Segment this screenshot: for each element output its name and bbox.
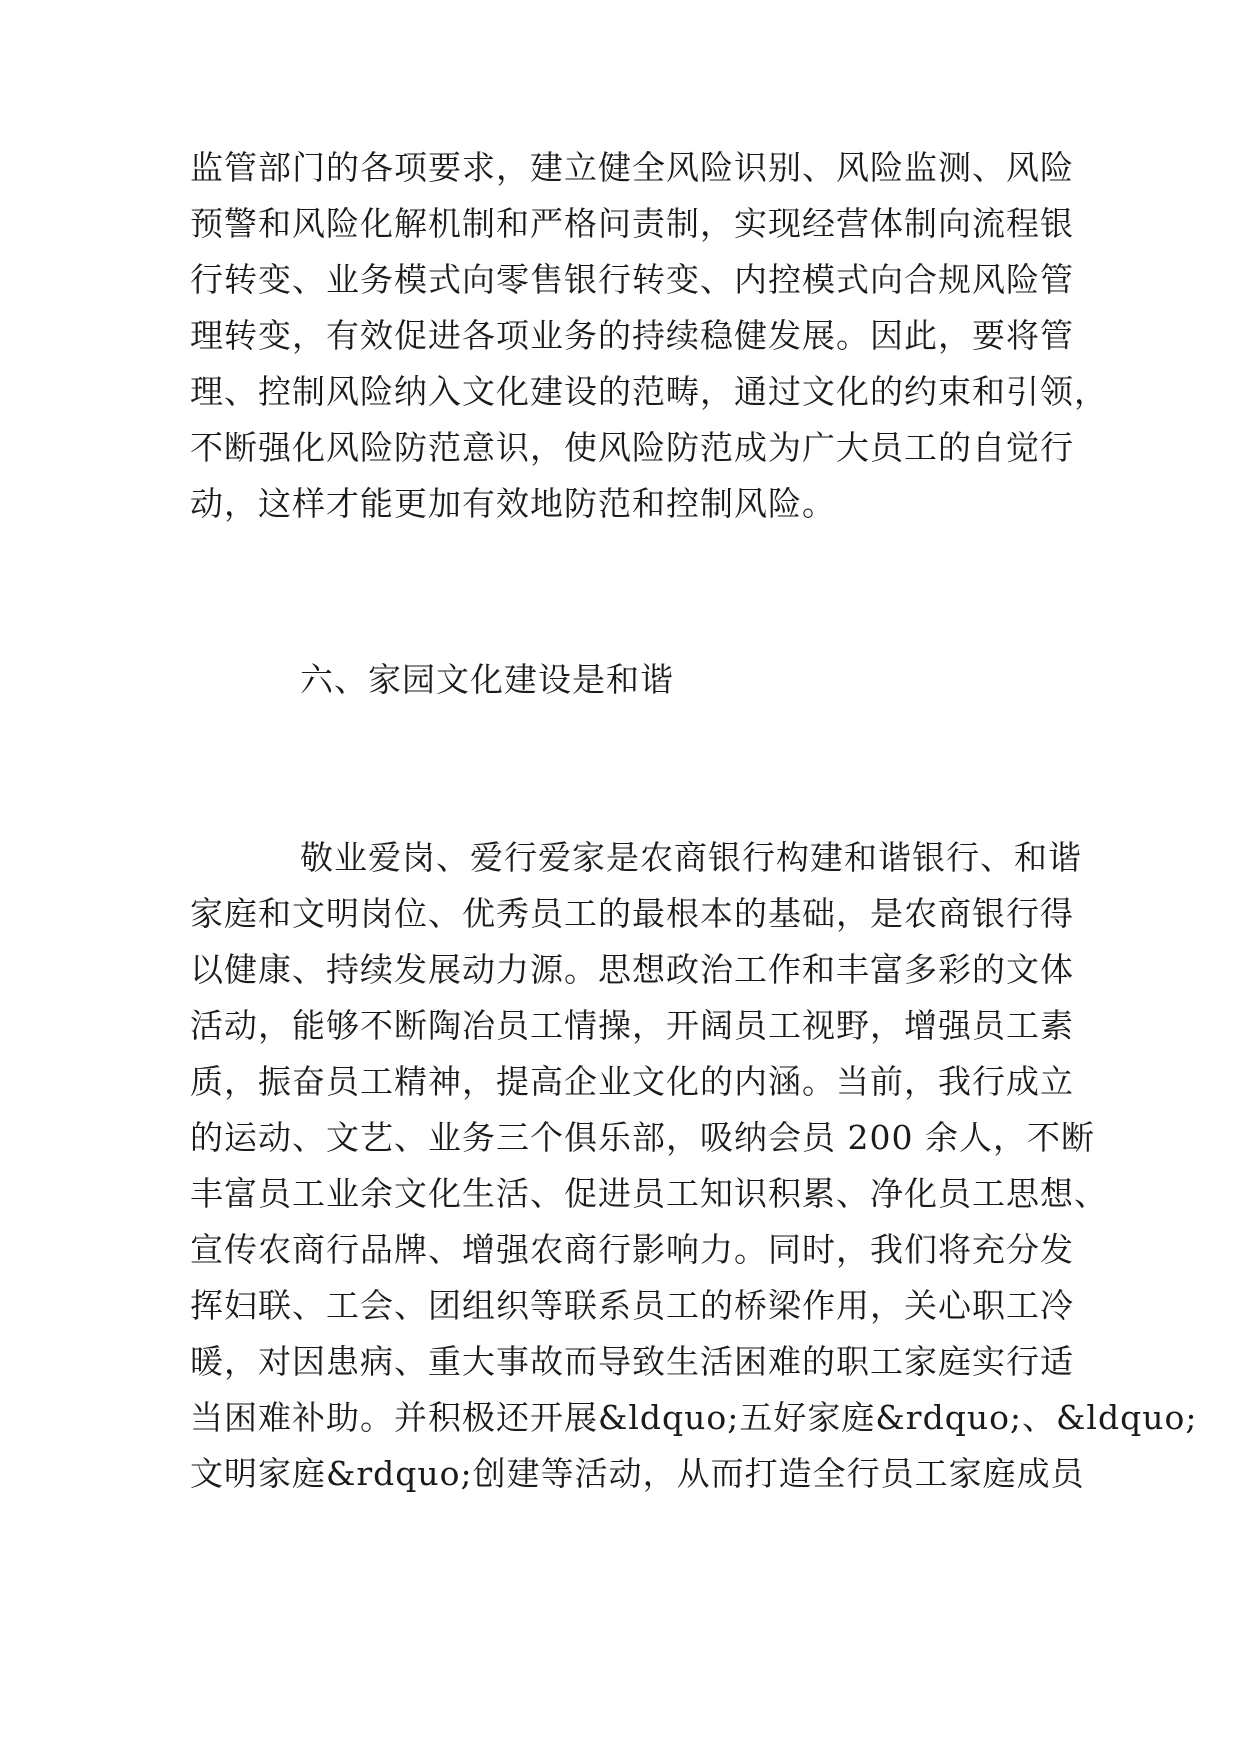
paragraph1-line-3: 行转变、业务模式向零售银行转变、内控模式向合规风险管 <box>190 260 1074 299</box>
paragraph1-line-5: 理、控制风险纳入文化建设的范畴，通过文化的约束和引领， <box>190 372 1108 411</box>
paragraph2-line-1: 敬业爱岗、爱行爱家是农商银行构建和谐银行、和谐 <box>300 838 1082 877</box>
paragraph2-line-3: 以健康、持续发展动力源。思想政治工作和丰富多彩的文体 <box>190 950 1074 989</box>
paragraph2-line-5: 质，振奋员工精神，提高企业文化的内涵。当前，我行成立 <box>190 1062 1074 1101</box>
paragraph2-line-11: 当困难补助。并积极还开展&ldquo;五好家庭&rdquo;、&ldquo; <box>190 1398 1198 1437</box>
paragraph1-line-1: 监管部门的各项要求，建立健全风险识别、风险监测、风险 <box>190 148 1074 187</box>
paragraph1-line-6: 不断强化风险防范意识，使风险防范成为广大员工的自觉行 <box>190 428 1074 467</box>
paragraph2-line-8: 宣传农商行品牌、增强农商行影响力。同时，我们将充分发 <box>190 1230 1074 1269</box>
paragraph2-line-9: 挥妇联、工会、团组织等联系员工的桥梁作用，关心职工冷 <box>190 1286 1074 1325</box>
paragraph2-line-2: 家庭和文明岗位、优秀员工的最根本的基础，是农商银行得 <box>190 894 1074 933</box>
paragraph2-line-10: 暖，对因患病、重大事故而导致生活困难的职工家庭实行适 <box>190 1342 1074 1381</box>
paragraph2-line-12: 文明家庭&rdquo;创建等活动，从而打造全行员工家庭成员 <box>190 1454 1085 1493</box>
paragraph2-line-4: 活动，能够不断陶冶员工情操，开阔员工视野，增强员工素 <box>190 1006 1074 1045</box>
paragraph1-line-4: 理转变，有效促进各项业务的持续稳健发展。因此，要将管 <box>190 316 1074 355</box>
paragraph2-line-6: 的运动、文艺、业务三个俱乐部，吸纳会员 200 余人，不断 <box>190 1118 1095 1157</box>
paragraph2-line-7: 丰富员工业余文化生活、促进员工知识积累、净化员工思想、 <box>190 1174 1108 1213</box>
paragraph1-line-7: 动，这样才能更加有效地防范和控制风险。 <box>190 484 836 523</box>
paragraph1-line-2: 预警和风险化解机制和严格问责制，实现经营体制向流程银 <box>190 204 1074 243</box>
section-heading: 六、家园文化建设是和谐 <box>300 660 674 699</box>
